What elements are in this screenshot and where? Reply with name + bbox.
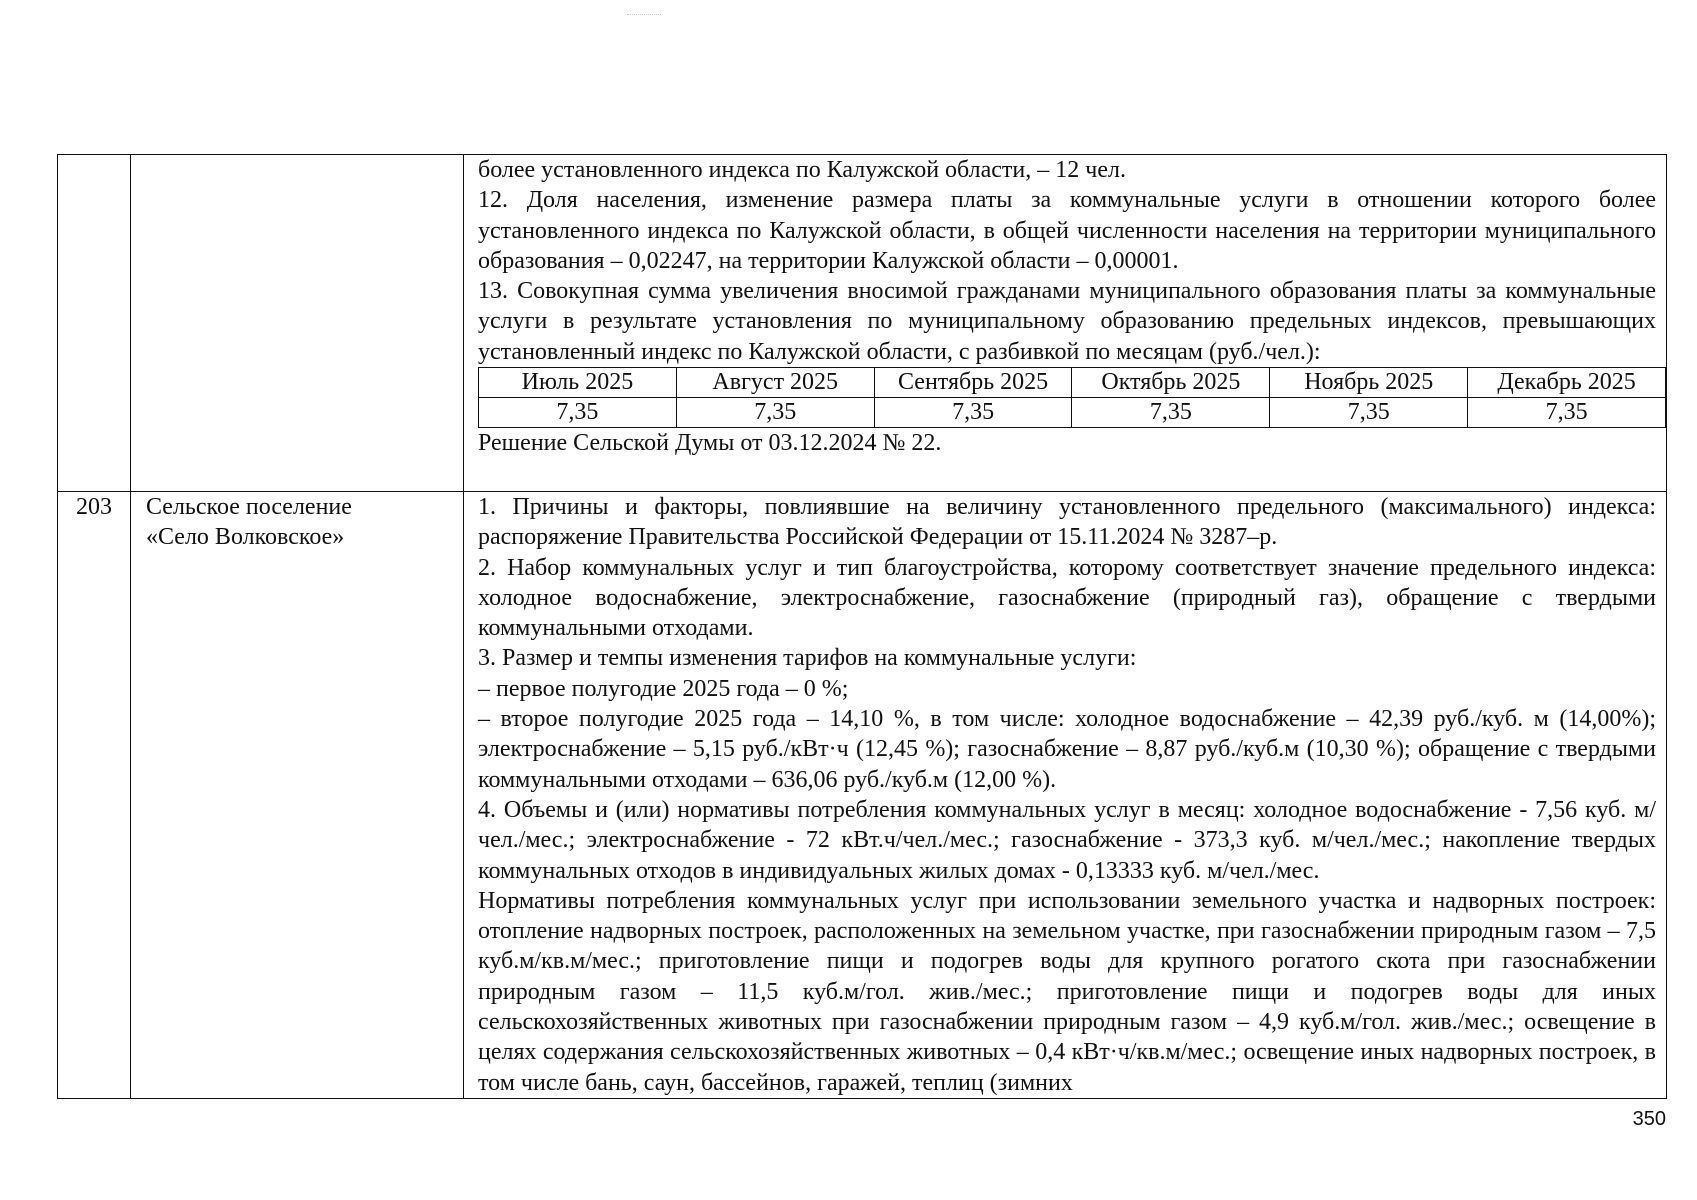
month-value: 7,35 [1270, 398, 1468, 428]
description-cell [464, 155, 1667, 492]
table-row [58, 155, 1667, 492]
municipality-name-line2: «Село Волковское» [146, 524, 345, 551]
index-table [57, 154, 1667, 1099]
paragraph-4: 4. Объемы и (или) нормативы потребления коммунальных услуг в месяц: холодное водоснабжение - 7,56 куб. м/чел./мес.; электроснабжение - 72 кВт.ч/чел./мес.; газоснабжение - 373,3 куб. м/чел./мес.; накопление твердых коммунальных отходов в индивидуальных жилых домах - 0,13333 куб. м/чел./мес. [478, 796, 1656, 884]
month-value: 7,35 [479, 398, 677, 428]
month-header: Ноябрь 2025 [1270, 368, 1468, 398]
month-header: Сентябрь 2025 [874, 368, 1072, 398]
month-value: 7,35 [676, 398, 874, 428]
row-number: 203 [58, 492, 131, 1099]
municipality-name [131, 155, 464, 492]
row-number [58, 155, 131, 492]
paragraph-11-tail: более установленного индекса по Калужской области, – 12 чел. [478, 157, 1126, 183]
paragraph-3: 3. Размер и темпы изменения тарифов на коммунальные услуги: [478, 645, 1137, 672]
table-row [58, 492, 1667, 1099]
month-header: Декабрь 2025 [1468, 368, 1666, 398]
paragraph-3-second-half: – второе полугодие 2025 года – 14,10 %, в том числе: холодное водоснабжение – 42,39 руб./куб. м (14,00%); электроснабжение – 5,15 руб./кВт·ч (12,45 %); газоснабжение – 8,87 руб./куб.м (10,30 %); обращение с твердыми коммунальными отходами – 636,06 руб./куб.м (12,00 %). [478, 706, 1656, 793]
paragraph-1: 1. Причины и факторы, повлиявшие на величину установленного предельного (максимального) индекса: распоряжение Правительства Российской Федерации от 15.11.2024 № 3287–р. [478, 494, 1656, 551]
month-value: 7,35 [874, 398, 1072, 428]
paragraph-13: 13. Совокупная сумма увеличения вносимой гражданами муниципального образования платы за коммунальные услуги в результате установления по муниципальному образованию предельных индексов, превышающих установленный индекс по Калужской области, с разбивкой по месяцам (руб./чел.): [478, 278, 1656, 365]
months-value-row [479, 398, 1666, 428]
month-value: 7,35 [1468, 398, 1666, 428]
page-number: 350 [1632, 1108, 1666, 1130]
monthly-sum-table [478, 367, 1666, 428]
paragraph-2: 2. Набор коммунальных услуг и тип благоустройства, которому соответствует значение предельного индекса: холодное водоснабжение, электроснабжение, газоснабжение (природный газ), обращение с твердыми коммунальными отходами. [478, 554, 1656, 642]
scan-artifact [627, 14, 661, 15]
months-header-row [479, 368, 1666, 398]
month-header: Август 2025 [676, 368, 874, 398]
month-header: Июль 2025 [479, 368, 677, 398]
description-cell [464, 492, 1667, 1099]
month-value: 7,35 [1072, 398, 1270, 428]
paragraph-3-first-half: – первое полугодие 2025 года – 0 %; [478, 675, 849, 702]
municipality-name-line1: Сельское поселение [146, 494, 352, 520]
paragraph-12: 12. Доля населения, изменение размера платы за коммунальные услуги в отношении которого более установленного индекса по Калужской области, в общей численности населения на территории муниципального образования – 0,02247, на территории Калужской области – 0,00001. [478, 187, 1656, 274]
paragraph-norms: Нормативы потребления коммунальных услуг при использовании земельного участка и надворных построек: отопление надворных построек, расположенных на земельном участке, при газоснабжении природным газом – 7,5 куб.м/кв.м/мес.; приготовление пищи и подогрев воды для крупного рогатого скота при газоснабжении природным газом – 11,5 куб.м/гол. жив./мес.; приготовление пищи и подогрев воды для иных сельскохозяйственных животных при газоснабжении природным газом – 4,9 куб.м/гол. жив./мес.; освещение в целях содержания сельскохозяйственных животных – 0,4 кВт·ч/кв.м/мес.; освещение иных надворных построек, в том числе бань, саун, бассейнов, гаражей, теплиц (зимних [478, 887, 1656, 1096]
month-header: Октябрь 2025 [1072, 368, 1270, 398]
decision-reference: Решение Сельской Думы от 03.12.2024 № 22. [478, 430, 942, 457]
municipality-name [131, 492, 464, 1099]
